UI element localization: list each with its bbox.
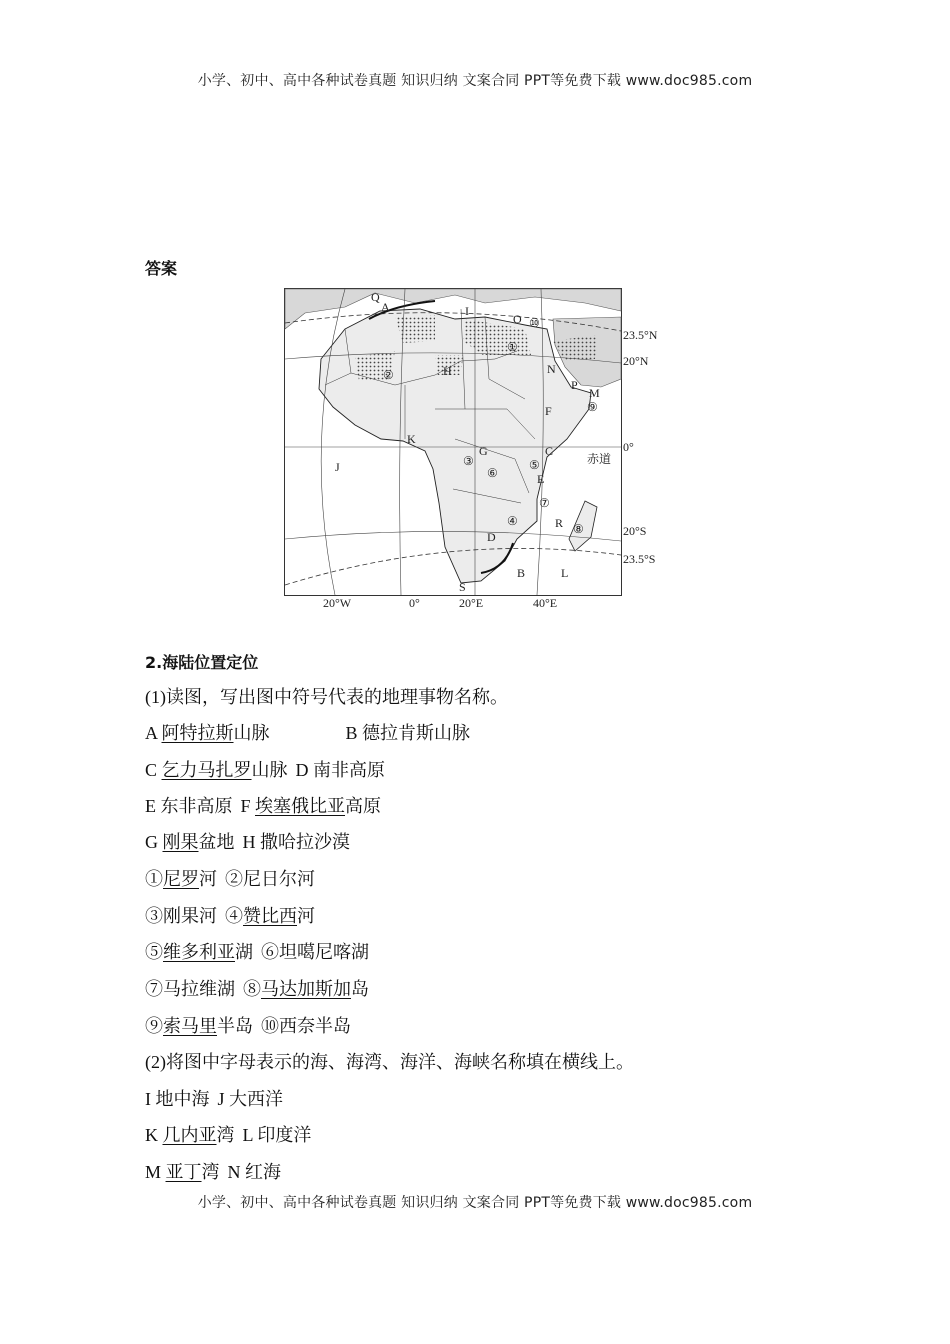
label-n6: ⑥ xyxy=(487,466,498,480)
answer-8-suffix: 岛 xyxy=(351,979,369,999)
answer-3: ③刚果河 xyxy=(145,906,217,926)
answer-N: N 红海 xyxy=(227,1162,282,1182)
answer-J: J 大西洋 xyxy=(217,1089,284,1109)
page-footer: 小学、初中、高中各种试卷真题 知识归纳 文案合同 PPT等免费下载 www.doc985.com xyxy=(197,1195,753,1211)
answer-8-prefix: ⑧ xyxy=(243,979,261,999)
label-n1: ① xyxy=(507,340,518,354)
label-P: P xyxy=(571,378,578,392)
lat-20N: 20°N xyxy=(623,354,649,368)
answer-D: D 南非高原 xyxy=(295,760,386,780)
label-n4: ④ xyxy=(507,514,518,528)
label-B: B xyxy=(517,566,526,580)
answer-line-9-10 xyxy=(145,1014,351,1038)
label-n7: ⑦ xyxy=(539,496,550,510)
lat-23-5S: 23.5°S xyxy=(623,552,656,566)
q2-prompt: (2)将图中字母表示的海、海湾、海洋、海峡名称填在横线上。 xyxy=(145,1052,634,1072)
answer-G-blank: 刚果 xyxy=(162,832,199,852)
answer-K-suffix: 湾 xyxy=(216,1125,235,1145)
answer-10: ⑩西奈半岛 xyxy=(261,1016,351,1036)
answer-C-blank: 乞力马扎罗 xyxy=(161,760,252,780)
answer-I: I 地中海 xyxy=(145,1089,210,1109)
answer-line-M-N xyxy=(145,1160,281,1184)
answer-L: L 印度洋 xyxy=(242,1125,312,1145)
label-n3: ③ xyxy=(463,454,474,468)
answer-H: H 撒哈拉沙漠 xyxy=(242,832,350,852)
label-D: D xyxy=(487,530,496,544)
answer-line-E-F xyxy=(145,794,381,818)
answer-B: B 德拉肯斯山脉 xyxy=(345,723,471,743)
answer-M-blank: 亚丁 xyxy=(165,1162,202,1182)
label-R: R xyxy=(555,516,564,530)
answer-9-blank: 索马里 xyxy=(163,1016,217,1036)
equator-label: 赤道 xyxy=(587,452,612,466)
answer-4-prefix: ④ xyxy=(225,906,243,926)
answer-1-suffix: 河 xyxy=(199,869,217,889)
label-A: A xyxy=(381,300,390,314)
label-n9: ⑨ xyxy=(587,400,598,414)
answer-9-suffix: 半岛 xyxy=(217,1016,253,1036)
answer-line-5-6 xyxy=(145,940,369,964)
answer-E: E 东非高原 xyxy=(145,796,233,816)
answer-6: ⑥坦噶尼喀湖 xyxy=(261,942,369,962)
label-Q: Q xyxy=(371,290,380,304)
label-n2: ② xyxy=(383,368,394,382)
answer-line-G-H xyxy=(145,830,350,854)
label-I: I xyxy=(465,304,469,318)
answer-1-blank: 尼罗 xyxy=(163,869,199,889)
answer-7: ⑦马拉维湖 xyxy=(145,979,235,999)
label-n10: ⑩ xyxy=(529,316,540,330)
answer-line-A-B xyxy=(145,721,470,745)
label-E: E xyxy=(537,472,545,486)
answer-line-K-L xyxy=(145,1123,311,1147)
answer-5-prefix: ⑤ xyxy=(145,942,163,962)
label-O: O xyxy=(513,312,522,326)
answer-8-blank: 马达加斯加 xyxy=(261,979,351,999)
africa-map xyxy=(284,288,658,610)
lon-20E: 20°E xyxy=(459,596,484,610)
lat-23-5N: 23.5°N xyxy=(623,328,658,342)
answer-G-suffix: 盆地 xyxy=(198,832,235,852)
answer-title: 答案 xyxy=(145,259,178,278)
label-G: G xyxy=(479,444,488,458)
answer-4-blank: 赞比西 xyxy=(243,906,297,926)
answer-5-blank: 维多利亚 xyxy=(163,942,235,962)
lon-0: 0° xyxy=(409,596,420,610)
answer-A-prefix: A xyxy=(145,723,162,743)
answer-5-suffix: 湖 xyxy=(235,942,253,962)
lat-0: 0° xyxy=(623,440,634,454)
answer-G-prefix: G xyxy=(145,832,163,852)
lon-40E: 40°E xyxy=(533,596,558,610)
answer-line-7-8 xyxy=(145,977,369,1001)
lat-20S: 20°S xyxy=(623,524,647,538)
answer-F-suffix: 高原 xyxy=(345,796,382,816)
answer-A-blank: 阿特拉斯 xyxy=(161,723,234,743)
answer-line-1-2 xyxy=(145,867,315,891)
label-N: N xyxy=(547,362,556,376)
answer-line-C-D xyxy=(145,758,385,782)
answer-4-suffix: 河 xyxy=(297,906,315,926)
label-F: F xyxy=(545,404,552,418)
label-n5: ⑤ xyxy=(529,458,540,472)
label-C: C xyxy=(545,444,554,458)
answer-K-blank: 几内亚 xyxy=(162,1125,217,1145)
answer-F-blank: 埃塞俄比亚 xyxy=(255,796,346,816)
answer-C-prefix: C xyxy=(145,760,162,780)
answer-1-prefix: ① xyxy=(145,869,163,889)
answer-A-suffix: 山脉 xyxy=(233,723,270,743)
lon-20W: 20°W xyxy=(323,596,352,610)
label-H: H xyxy=(443,364,452,378)
q1-prompt: (1)读图，写出图中符号代表的地理事物名称。 xyxy=(145,687,508,707)
label-S: S xyxy=(459,580,466,594)
label-J: J xyxy=(335,460,340,474)
label-n8: ⑧ xyxy=(573,522,584,536)
section-title: 2.海陆位置定位 xyxy=(145,653,259,672)
label-M: M xyxy=(589,386,600,400)
answer-M-suffix: 湾 xyxy=(201,1162,220,1182)
answer-line-I-J xyxy=(145,1087,283,1111)
answer-9-prefix: ⑨ xyxy=(145,1016,163,1036)
answer-line-3-4 xyxy=(145,904,315,928)
label-K: K xyxy=(407,432,416,446)
answer-K-prefix: K xyxy=(145,1125,163,1145)
page-header: 小学、初中、高中各种试卷真题 知识归纳 文案合同 PPT等免费下载 www.doc985.com xyxy=(197,73,753,89)
answer-M-prefix: M xyxy=(145,1162,166,1182)
label-L: L xyxy=(561,566,569,580)
answer-C-suffix: 山脉 xyxy=(251,760,288,780)
answer-F-prefix: F xyxy=(240,796,256,816)
answer-2: ②尼日尔河 xyxy=(225,869,315,889)
